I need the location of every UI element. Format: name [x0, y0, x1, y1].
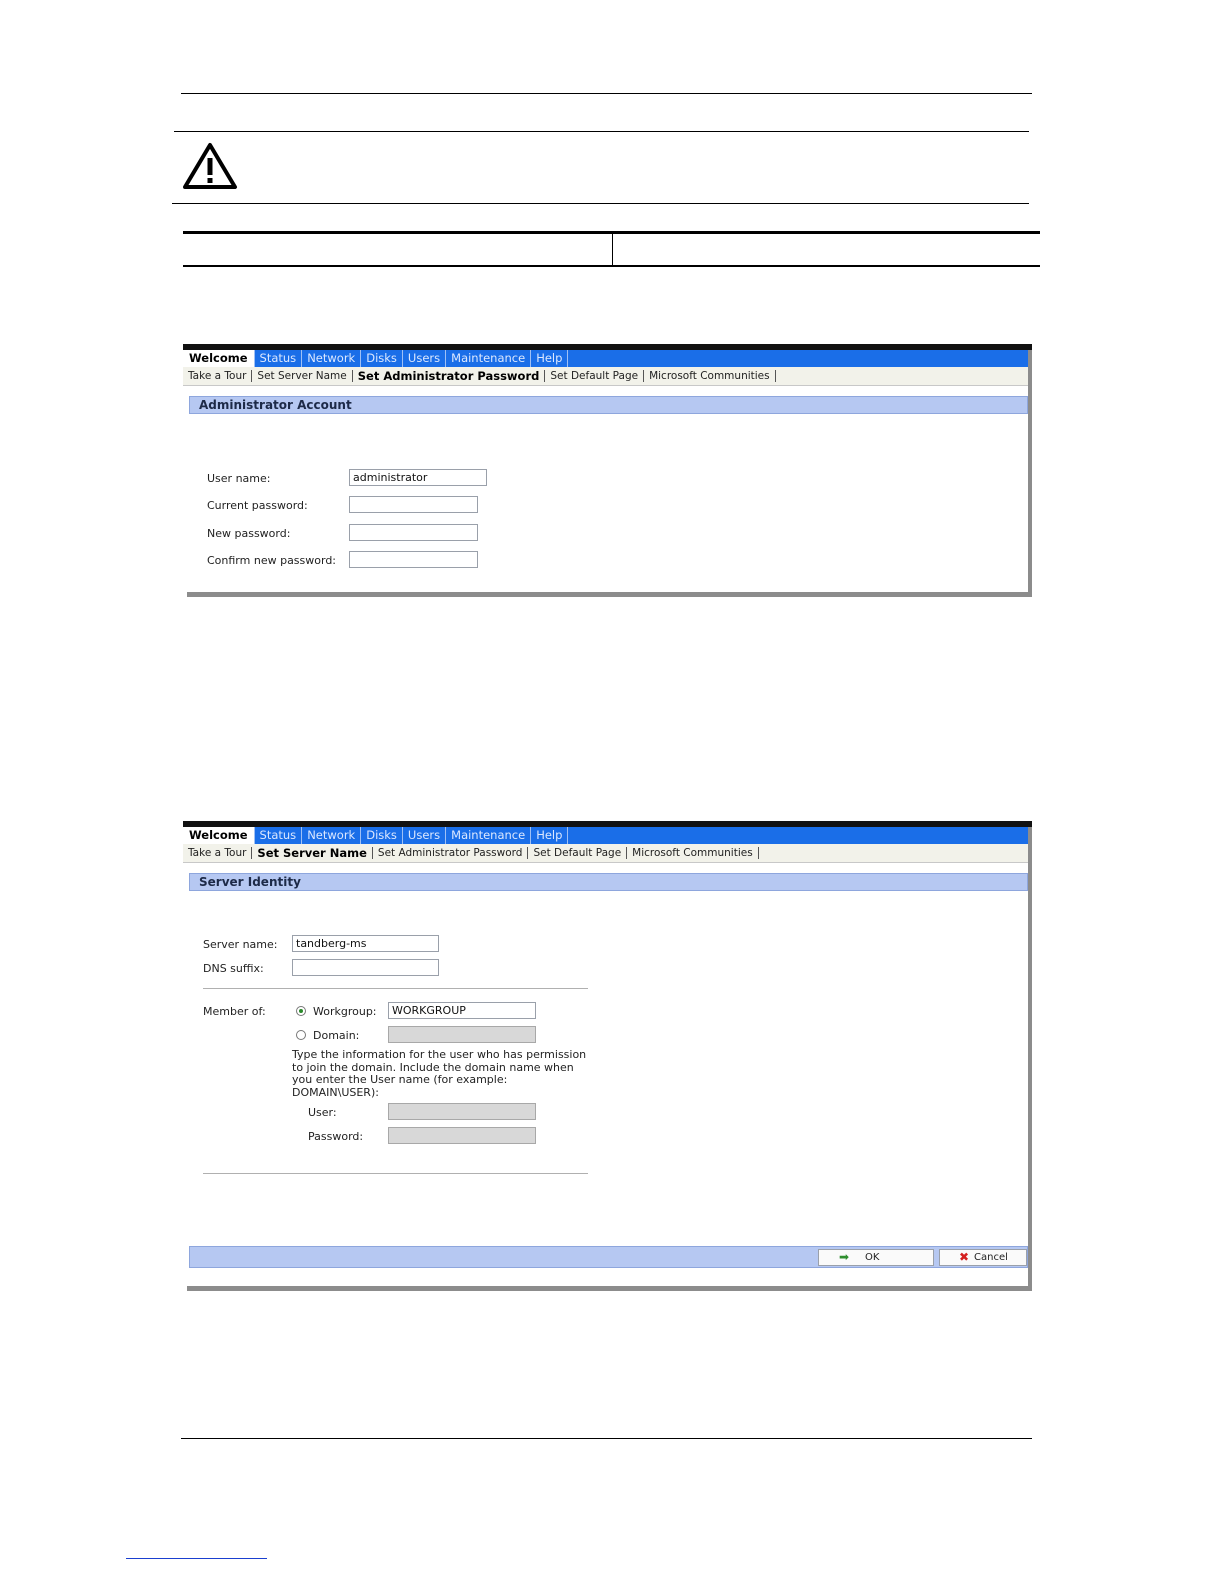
domain-password-field[interactable]	[388, 1127, 536, 1144]
dns-suffix-label: DNS suffix:	[203, 962, 264, 975]
sub-nav	[183, 367, 1028, 386]
tab-welcome[interactable]: Welcome	[183, 350, 255, 367]
close-icon: ✖	[959, 1250, 970, 1264]
domain-user-label: User:	[308, 1106, 337, 1119]
new-password-field[interactable]	[349, 524, 478, 541]
section-title: Server Identity	[189, 873, 1028, 891]
tab-status[interactable]: Status	[255, 350, 303, 367]
current-password-label: Current password:	[207, 499, 308, 512]
member-of-label: Member of:	[203, 1005, 266, 1018]
table-column-separator	[612, 234, 613, 265]
warning-icon	[182, 142, 238, 190]
window-shadow-right	[1028, 827, 1032, 1291]
tab-disks[interactable]: Disks	[361, 827, 403, 844]
workgroup-label: Workgroup:	[313, 1005, 377, 1018]
confirm-password-field[interactable]	[349, 551, 478, 568]
warning-bottom-rule	[172, 203, 1029, 204]
window-shadow-bottom	[187, 1286, 1032, 1291]
server-identity-screenshot	[183, 821, 1032, 1291]
user-name-label: User name:	[207, 472, 271, 485]
subtab-microsoft-communities[interactable]: Microsoft Communities	[627, 847, 759, 859]
tab-disks[interactable]: Disks	[361, 350, 403, 367]
domain-label: Domain:	[313, 1029, 360, 1042]
subtab-set-administrator-password[interactable]: Set Administrator Password	[373, 847, 529, 859]
confirm-password-label: Confirm new password:	[207, 554, 337, 567]
subtab-set-server-name[interactable]: Set Server Name	[252, 370, 352, 382]
domain-instructions: Type the information for the user who has permission to join the domain. Include the domain name when you enter the User name (for example: DOMAIN\USER):	[292, 1048, 587, 1099]
tab-maintenance[interactable]: Maintenance	[446, 827, 531, 844]
separator-top	[203, 988, 588, 989]
warning-top-rule	[174, 131, 1029, 132]
tab-network[interactable]: Network	[302, 350, 361, 367]
separator-bottom	[203, 1173, 588, 1174]
footer-rule	[181, 1438, 1032, 1439]
arrow-right-icon: ➡	[839, 1250, 850, 1264]
subtab-take-a-tour[interactable]: Take a Tour	[183, 370, 252, 382]
tab-network[interactable]: Network	[302, 827, 361, 844]
subtab-set-server-name[interactable]: Set Server Name	[252, 847, 372, 859]
window-shadow-right	[1028, 350, 1032, 597]
admin-password-screenshot	[183, 344, 1032, 597]
footer-link-underline[interactable]	[126, 1558, 267, 1559]
tab-status[interactable]: Status	[255, 827, 303, 844]
new-password-label: New password:	[207, 527, 291, 540]
dns-suffix-field[interactable]	[292, 959, 439, 976]
workgroup-field[interactable]: WORKGROUP	[388, 1002, 536, 1019]
subtab-take-a-tour[interactable]: Take a Tour	[183, 847, 252, 859]
server-name-field[interactable]: tandberg-ms	[292, 935, 439, 952]
cancel-button[interactable]	[939, 1249, 1027, 1266]
main-nav	[183, 350, 1028, 367]
domain-field[interactable]	[388, 1026, 536, 1043]
current-password-field[interactable]	[349, 496, 478, 513]
subtab-set-default-page[interactable]: Set Default Page	[545, 370, 644, 382]
window-shadow-bottom	[187, 592, 1032, 597]
ok-button[interactable]	[818, 1249, 934, 1266]
cancel-button-label: Cancel	[974, 1252, 1008, 1263]
workgroup-radio[interactable]	[296, 1006, 306, 1016]
domain-radio[interactable]	[296, 1030, 306, 1040]
radio-selected-dot	[299, 1009, 303, 1013]
tab-users[interactable]: Users	[403, 827, 446, 844]
sub-nav	[183, 844, 1028, 863]
server-name-label: Server name:	[203, 938, 278, 951]
tab-maintenance[interactable]: Maintenance	[446, 350, 531, 367]
action-bar	[189, 1246, 1028, 1268]
subtab-microsoft-communities[interactable]: Microsoft Communities	[644, 370, 776, 382]
tab-help[interactable]: Help	[531, 827, 568, 844]
header-rule	[181, 93, 1032, 94]
document-table	[183, 231, 1040, 267]
domain-password-label: Password:	[308, 1130, 364, 1143]
tab-welcome[interactable]: Welcome	[183, 827, 255, 844]
tab-users[interactable]: Users	[403, 350, 446, 367]
user-name-field[interactable]: administrator	[349, 469, 487, 486]
subtab-set-default-page[interactable]: Set Default Page	[528, 847, 627, 859]
tab-help[interactable]: Help	[531, 350, 568, 367]
ok-button-label: OK	[865, 1252, 880, 1263]
section-title: Administrator Account	[189, 396, 1028, 414]
domain-user-field[interactable]	[388, 1103, 536, 1120]
main-nav	[183, 827, 1028, 844]
subtab-set-administrator-password[interactable]: Set Administrator Password	[353, 370, 546, 382]
